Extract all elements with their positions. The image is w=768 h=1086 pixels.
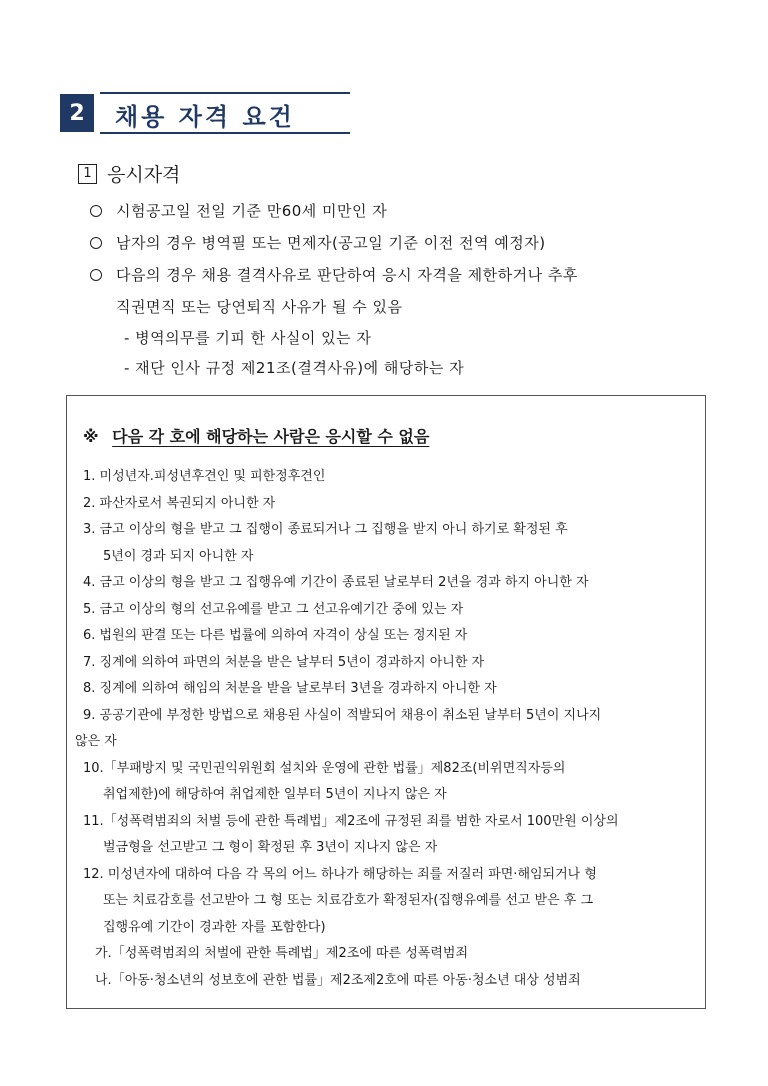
- circle-bullet-icon: [90, 269, 102, 281]
- list-item: [90, 259, 730, 323]
- notice-line: 2. 파산자로서 복권되지 아니한 자: [83, 495, 276, 511]
- notice-line: 5. 금고 이상의 형의 선고유예를 받고 그 선고유예기간 중에 있는 자: [83, 601, 464, 617]
- disqualification-notice-box: [66, 395, 706, 1009]
- notice-line: 집행유예 기간이 경과한 자를 포함한다): [103, 919, 326, 935]
- list-item: 남자의 경우 병역필 또는 면제자(공고일 기준 이전 전역 예정자): [90, 227, 730, 259]
- dash-item: - 병역의무를 기피 한 사실이 있는 자: [124, 329, 372, 347]
- bullet-line: 다음의 경우 채용 결격사유로 판단하여 응시 자격을 제한하거나 추후: [116, 266, 578, 284]
- reference-mark-icon: ※: [83, 427, 99, 446]
- notice-line: 취업제한)에 해당하여 취업제한 일부터 5년이 지나지 않은 자: [103, 787, 447, 802]
- section-rule-bottom: [100, 132, 350, 134]
- notice-line: 나.「아동·청소년의 성보호에 관한 법률」제2조제2호에 따른 아동·청소년 대상 성범죄: [95, 972, 581, 988]
- subsection-heading: [78, 160, 180, 187]
- subsection-number: 1: [78, 164, 97, 184]
- eligibility-list: [90, 195, 730, 383]
- notice-line: 8. 징계에 의하여 해임의 처분을 받을 날로부터 3년을 경과하지 아니한 자: [83, 681, 497, 696]
- bullet-line: 직권면직 또는 당연퇴직 사유가 될 수 있음: [116, 298, 403, 316]
- notice-line: 1. 미성년자.피성년후견인 및 피한정후견인: [83, 469, 326, 484]
- dash-item: - 재단 인사 규정 제21조(결격사유)에 해당하는 자: [124, 359, 465, 377]
- notice-line: 벌금형을 선고받고 그 형이 확정된 후 3년이 지나지 않은 자: [103, 840, 438, 855]
- notice-line: 11.「성폭력범죄의 처벌 등에 관한 특례법」제2조에 규정된 죄를 범한 자로서 100만원 이상의: [83, 813, 619, 829]
- notice-line: 않은 자: [75, 734, 117, 749]
- notice-title: ※ 다음 각 호에 해당하는 사람은 응시할 수 없음: [83, 427, 430, 446]
- notice-line: 10.「부패방지 및 국민권익위원회 설치와 운영에 관한 법률」제82조(비위면직자등의: [83, 760, 566, 776]
- notice-line: 6. 법원의 판결 또는 다른 법률에 의하여 자격이 상실 또는 정지된 자: [83, 628, 468, 643]
- notice-line: 3. 금고 이상의 형을 받고 그 집행이 종료되거나 그 집행을 받지 아니 하기로 확정된 후: [83, 522, 568, 537]
- circle-bullet-icon: [90, 205, 102, 217]
- circle-bullet-icon: [90, 237, 102, 249]
- notice-line: 4. 금고 이상의 형을 받고 그 집행유예 기간이 종료된 날로부터 2년을 경과 하지 아니한 자: [83, 575, 589, 590]
- section-rule-top: [100, 92, 350, 94]
- notice-line: 5년이 경과 되지 아니한 자: [103, 548, 254, 564]
- notice-list: [75, 464, 695, 994]
- notice-line: 7. 징계에 의하여 파면의 처분을 받은 날부터 5년이 경과하지 아니한 자: [83, 654, 485, 670]
- section-number: 2: [60, 94, 94, 132]
- notice-line: 12. 미성년자에 대하여 다음 각 목의 어느 하나가 해당하는 죄를 저질러 파면·해임되거나 형: [83, 866, 597, 882]
- notice-line: 가.「성폭력범죄의 처벌에 관한 특례법」제2조에 따른 성폭력범죄: [95, 946, 469, 961]
- section-title: 채용 자격 요건: [115, 103, 295, 131]
- subsection-title: 응시자격: [107, 164, 181, 186]
- notice-line: 또는 치료감호를 선고받아 그 형 또는 치료감호가 확정된자(집행유예를 선고 받은 후 그: [103, 893, 594, 908]
- list-item: 시험공고일 전일 기준 만60세 미만인 자: [90, 195, 730, 227]
- section-header: [60, 92, 350, 134]
- notice-line: 9. 공공기관에 부정한 방법으로 채용된 사실이 적발되어 채용이 취소된 날부터 5년이 지나지: [83, 707, 602, 723]
